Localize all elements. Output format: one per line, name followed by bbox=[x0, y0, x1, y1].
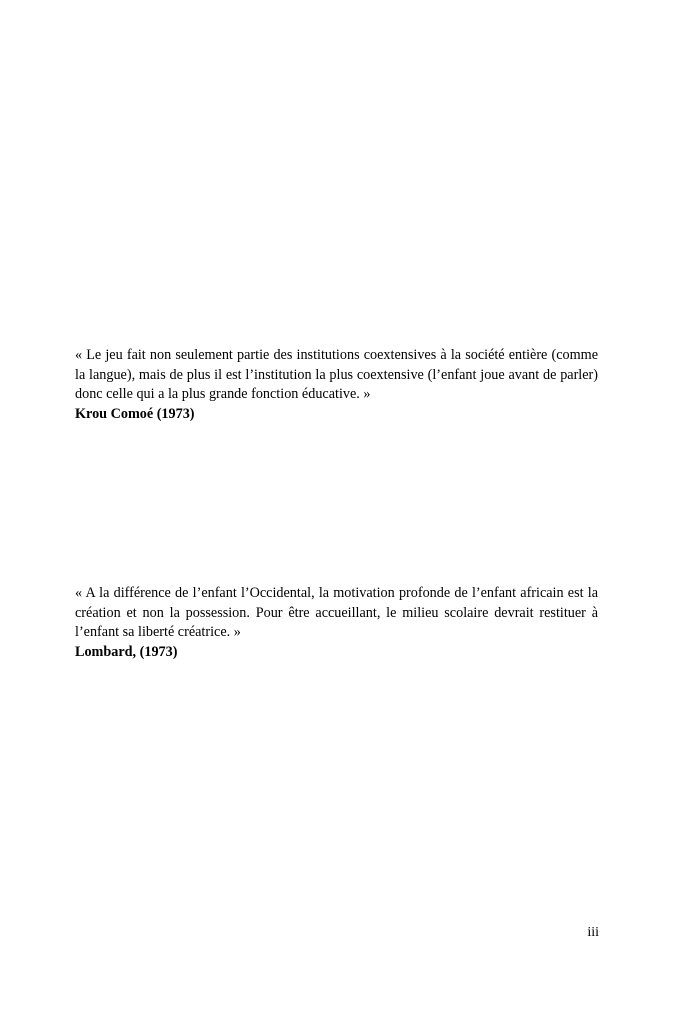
quote-author: Krou Comoé (1973) bbox=[75, 405, 195, 422]
quote-text: « Le jeu fait non seulement partie des institutions coextensives à la société entière (comme la langue), mais de plus il est l’institution la plus coextensive (l’enfant joue avant de parler) donc celle qui a la plus grande fonction éducative. » bbox=[75, 347, 598, 402]
quote-author: Lombard, (1973) bbox=[75, 643, 178, 660]
quote-text: « A la différence de l’enfant l’Occidental, la motivation profonde de l’enfant africain est la création et non la possession. Pour être accueillant, le milieu scolaire devrait restituer à l’enfant sa liberté créatrice. » bbox=[75, 585, 598, 640]
epigraph-quote-2 bbox=[75, 584, 598, 662]
epigraph-quote-1 bbox=[75, 346, 598, 424]
page-number: iii bbox=[587, 925, 599, 940]
